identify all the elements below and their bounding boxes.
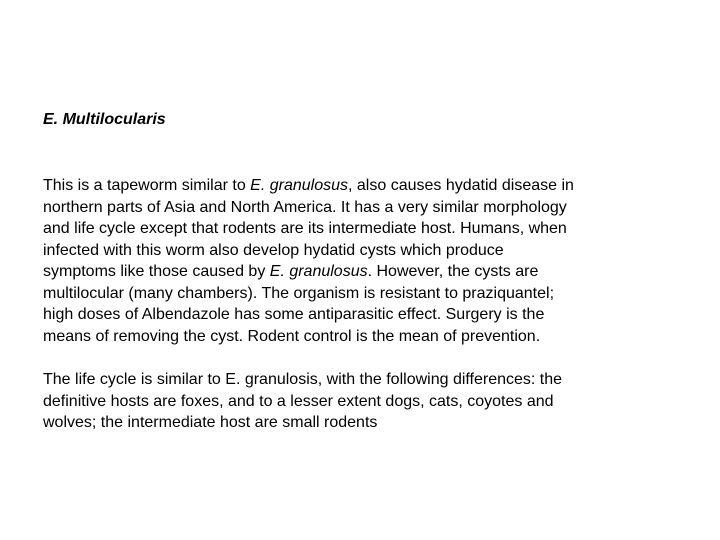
text-run: . However, the cysts are xyxy=(367,263,539,280)
text-line: The life cycle is similar to E. granulosis, with the following differences: the xyxy=(43,371,563,388)
text-line: high doses of Albendazole has some antiparasitic effect. Surgery is the xyxy=(43,306,545,323)
life-cycle-paragraph xyxy=(43,369,683,434)
text-run: , also causes hydatid disease in xyxy=(348,177,574,194)
species-name: E. granulosus xyxy=(250,177,349,194)
text-line: definitive hosts are foxes, and to a lesser extent dogs, cats, coyotes and xyxy=(43,392,554,410)
slide-title: E. Multilocularis xyxy=(43,111,166,128)
text-run: symptoms like those caused by xyxy=(43,263,270,280)
species-name: E. granulosus xyxy=(269,263,368,280)
text-line: and life cycle except that rodents are its intermediate host. Humans, when xyxy=(43,220,567,237)
text-line xyxy=(43,261,683,283)
description-paragraph xyxy=(43,175,683,347)
text-line: northern parts of Asia and North America. It has a very similar morphology xyxy=(43,198,567,216)
text-run: This is a tapeworm similar to xyxy=(43,177,251,194)
text-line: multilocular (many chambers). The organism is resistant to praziquantel; xyxy=(43,284,555,302)
text-line: means of removing the cyst. Rodent control is the mean of prevention. xyxy=(43,327,541,345)
text-line: infected with this worm also develop hydatid cysts which produce xyxy=(43,241,504,259)
text-line: wolves; the intermediate host are small rodents xyxy=(43,414,378,431)
text-line xyxy=(43,175,683,197)
